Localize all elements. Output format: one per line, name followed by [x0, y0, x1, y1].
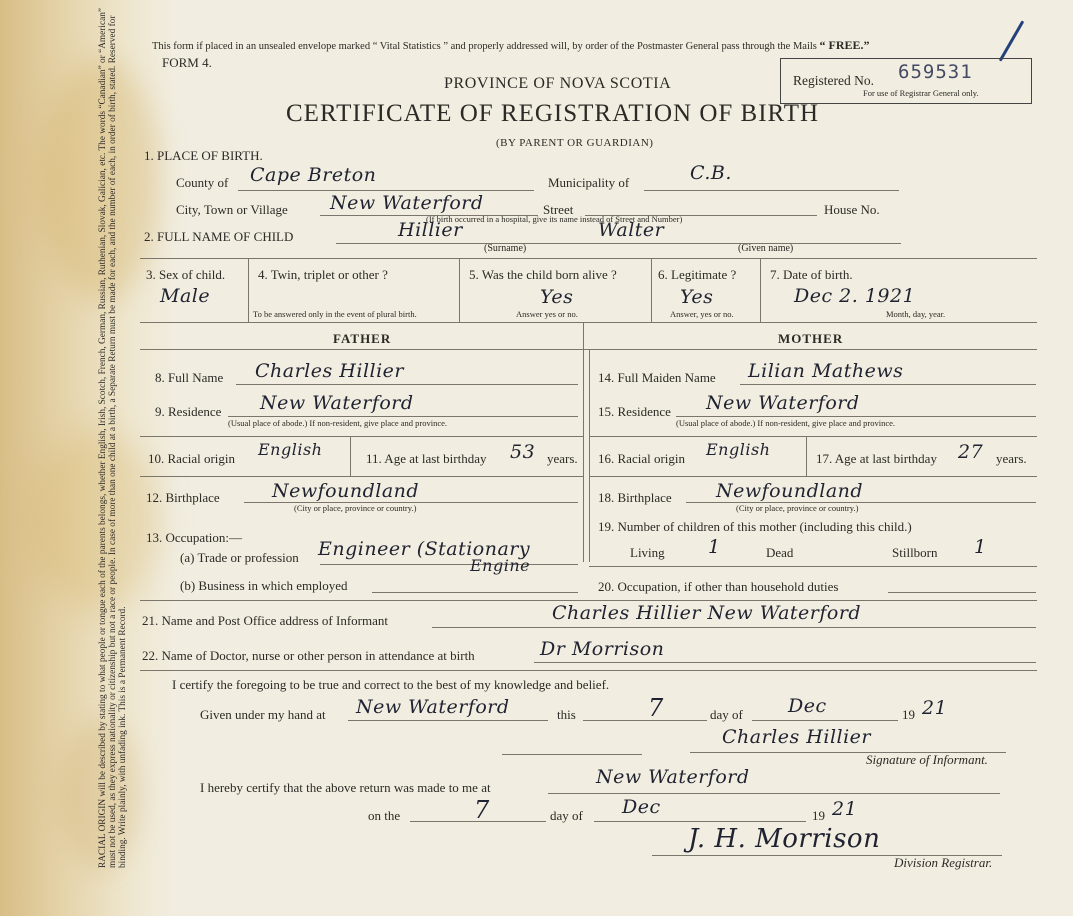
- mail-notice: [152, 38, 870, 53]
- father-birthplace-value: Newfoundland: [272, 480, 420, 502]
- side-instructions: RACIAL ORIGIN will be described by stating to what people or tongue each of the parents belongs, whether English, Irish, Scotch, French, German, Russian, Ruthenian, Slovak, Galician, etc. The words “Canadian” or “American” must not be used, as they express nationality or citizenship but not a race or people. In case of more than one child at a birth, a Separate Return must be made for each, and the number of each, in order of birth, stated. Reserved for binding. Write plainly, with unfading ink. This is a Permanent Record.: [98, 8, 129, 868]
- county-label: County of: [176, 175, 229, 190]
- registered-number: 659531: [898, 61, 973, 83]
- certification-statement: I certify the foregoing to be true and correct to the best of my knowledge and belief.: [172, 677, 610, 692]
- father-name-line: [236, 384, 578, 385]
- row-divider: [140, 600, 1037, 601]
- mother-heading: MOTHER: [778, 331, 844, 346]
- twin-label: 4. Twin, triplet or other ?: [258, 267, 388, 282]
- municipality-value: C.B.: [690, 162, 732, 184]
- business-line: [372, 592, 578, 593]
- mother-residence-line: [676, 416, 1036, 417]
- given-place-value: New Waterford: [356, 696, 510, 718]
- father-residence-value: New Waterford: [260, 392, 414, 414]
- center-divider: [583, 322, 584, 562]
- stillborn-label: Stillborn: [892, 545, 938, 560]
- twin-note: To be answered only in the event of plural birth.: [253, 309, 417, 319]
- registered-note: For use of Registrar General only.: [863, 88, 979, 98]
- year-prefix: 19: [902, 707, 915, 722]
- father-heading: FATHER: [333, 331, 392, 346]
- mother-residence-note: (Usual place of abode.) If non-resident, give place and province.: [676, 418, 896, 428]
- row-divider: [589, 566, 1037, 567]
- alive-value: Yes: [540, 286, 574, 308]
- registrar-place-line: [548, 793, 1000, 794]
- house-label: House No.: [824, 202, 880, 217]
- registrar-month-value: Dec: [622, 796, 661, 818]
- center-divider: [589, 349, 590, 562]
- mail-notice-text: This form if placed in an unsealed envelope marked “ Vital Statistics ” and properly addressed will, by order of the Postmaster General pass through the Mails: [152, 41, 817, 52]
- doctor-line: [534, 662, 1036, 663]
- mother-racial-value: English: [706, 440, 771, 459]
- row-divider: [589, 436, 1037, 437]
- informant-signature: Charles Hillier: [722, 726, 871, 748]
- trade-value-2: Engine: [470, 556, 531, 575]
- mother-residence-value: New Waterford: [706, 392, 860, 414]
- col-divider: [760, 258, 761, 322]
- certification-year-value: 21: [922, 697, 948, 719]
- col-divider: [248, 258, 249, 322]
- dob-value: Dec 2. 1921: [794, 285, 916, 307]
- trade-line: [320, 564, 578, 565]
- county-line: [238, 190, 534, 191]
- place-of-birth-heading: 1. PLACE OF BIRTH.: [144, 148, 263, 163]
- registrar-year-value: 21: [832, 798, 858, 820]
- paper-stain: [30, 430, 160, 610]
- business-label: (b) Business in which employed: [180, 578, 348, 593]
- child-surname-value: Hillier: [398, 219, 463, 241]
- father-residence-note: (Usual place of abode.) If non-resident, give place and province.: [228, 418, 448, 428]
- mail-notice-free: “ FREE.”: [819, 38, 870, 52]
- mother-racial-label: 16. Racial origin: [598, 451, 686, 466]
- signature-line-left: [502, 754, 642, 755]
- row-divider: [140, 258, 1037, 259]
- page-subtitle: (BY PARENT OR GUARDIAN): [496, 137, 654, 149]
- spacer: [140, 562, 1037, 563]
- mother-occupation-label: 20. Occupation, if other than household duties: [598, 579, 839, 594]
- sex-label: 3. Sex of child.: [146, 267, 226, 282]
- alive-label: 5. Was the child born alive ?: [469, 267, 617, 282]
- given-caption: (Given name): [738, 243, 794, 254]
- mother-name-line: [740, 384, 1036, 385]
- mother-age-label: 17. Age at last birthday: [816, 451, 937, 466]
- father-birthplace-label: 12. Birthplace: [146, 490, 220, 505]
- on-label: on the: [368, 808, 401, 823]
- dead-label: Dead: [766, 545, 794, 560]
- certification-month-value: Dec: [788, 695, 827, 717]
- legitimate-value: Yes: [680, 286, 714, 308]
- mother-name-value: Lilian Mathews: [748, 360, 904, 382]
- mother-birthplace-note: (City or place, province or country.): [736, 503, 859, 513]
- informant-label: 21. Name and Post Office address of Informant: [142, 613, 388, 628]
- father-age-label: 11. Age at last birthday: [366, 451, 487, 466]
- col-divider: [806, 436, 807, 476]
- father-occupation-label: 13. Occupation:—: [146, 530, 243, 545]
- legitimate-note: Answer, yes or no.: [670, 309, 734, 319]
- father-name-value: Charles Hillier: [255, 360, 404, 382]
- legitimate-label: 6. Legitimate ?: [658, 267, 737, 282]
- doctor-label: 22. Name of Doctor, nurse or other person in attendance at birth: [142, 648, 475, 663]
- doctor-value: Dr Morrison: [540, 638, 665, 660]
- page-title: CERTIFICATE OF REGISTRATION OF BIRTH: [286, 100, 820, 127]
- trade-label: (a) Trade or profession: [180, 550, 299, 565]
- col-divider: [350, 436, 351, 476]
- stillborn-value: 1: [974, 536, 987, 558]
- row-divider: [140, 670, 1037, 671]
- mother-residence-label: 15. Residence: [598, 404, 671, 419]
- month-line: [752, 720, 898, 721]
- living-value: 1: [708, 536, 721, 558]
- father-age-value: 53: [510, 441, 536, 463]
- father-residence-line: [228, 416, 578, 417]
- registrar-statement: I hereby certify that the above return was made to me at: [200, 780, 491, 795]
- mother-birthplace-label: 18. Birthplace: [598, 490, 672, 505]
- child-name-label: 2. FULL NAME OF CHILD: [144, 229, 294, 244]
- registrar-signature: J. H. Morrison: [688, 824, 881, 854]
- mother-birthplace-value: Newfoundland: [716, 480, 864, 502]
- row-divider: [140, 322, 1037, 323]
- registrar-month-line: [594, 821, 806, 822]
- registrar-place-value: New Waterford: [596, 766, 750, 788]
- father-age-unit: years.: [547, 451, 578, 466]
- informant-value: Charles Hillier New Waterford: [552, 602, 862, 624]
- alive-note: Answer yes or no.: [516, 309, 578, 319]
- informant-caption: Signature of Informant.: [866, 752, 988, 767]
- day-line: [583, 720, 707, 721]
- trade-value: Engineer (Stationary: [318, 538, 531, 560]
- col-divider: [651, 258, 652, 322]
- children-label: 19. Number of children of this mother (including this child.): [598, 519, 912, 534]
- child-name-line: [336, 243, 901, 244]
- municipality-line: [644, 190, 899, 191]
- sex-value: Male: [160, 285, 211, 307]
- city-label: City, Town or Village: [176, 202, 288, 217]
- dob-note: Month, day, year.: [886, 309, 946, 319]
- surname-caption: (Surname): [484, 243, 527, 254]
- province-heading: PROVINCE OF NOVA SCOTIA: [444, 75, 672, 92]
- col-divider: [459, 258, 460, 322]
- father-birthplace-note: (City or place, province or country.): [294, 503, 417, 513]
- form-number: FORM 4.: [162, 55, 212, 70]
- day-of-label: day of: [710, 707, 743, 722]
- this-label: this: [557, 707, 576, 722]
- street-label: Street: [543, 202, 574, 217]
- father-racial-label: 10. Racial origin: [148, 451, 236, 466]
- living-label: Living: [630, 545, 665, 560]
- given-place-line: [348, 720, 548, 721]
- informant-line: [432, 627, 1036, 628]
- row-divider: [589, 476, 1037, 477]
- mother-occupation-line: [888, 592, 1036, 593]
- father-name-label: 8. Full Name: [155, 370, 224, 385]
- city-value: New Waterford: [330, 192, 484, 214]
- father-residence-label: 9. Residence: [155, 404, 222, 419]
- municipality-label: Municipality of: [548, 175, 630, 190]
- row-divider: [140, 476, 583, 477]
- mother-age-value: 27: [958, 441, 984, 463]
- mother-age-unit: years.: [996, 451, 1027, 466]
- mother-name-label: 14. Full Maiden Name: [598, 370, 716, 385]
- registered-box: [780, 58, 1032, 104]
- hospital-note: (If birth occurred in a hospital, give its name instead of Street and Number): [426, 214, 683, 224]
- registered-label: Registered No.: [793, 73, 874, 88]
- certification-day-value: 7: [648, 694, 664, 722]
- registrar-day-of-label: day of: [550, 808, 583, 823]
- registrar-year-prefix: 19: [812, 808, 825, 823]
- given-label: Given under my hand at: [200, 707, 326, 722]
- father-racial-value: English: [258, 440, 323, 459]
- row-divider: [140, 436, 583, 437]
- registrar-day-value: 7: [474, 796, 490, 824]
- county-value: Cape Breton: [250, 164, 377, 186]
- dob-label: 7. Date of birth.: [770, 267, 853, 282]
- child-given-value: Walter: [598, 219, 665, 241]
- registrar-caption: Division Registrar.: [894, 855, 993, 870]
